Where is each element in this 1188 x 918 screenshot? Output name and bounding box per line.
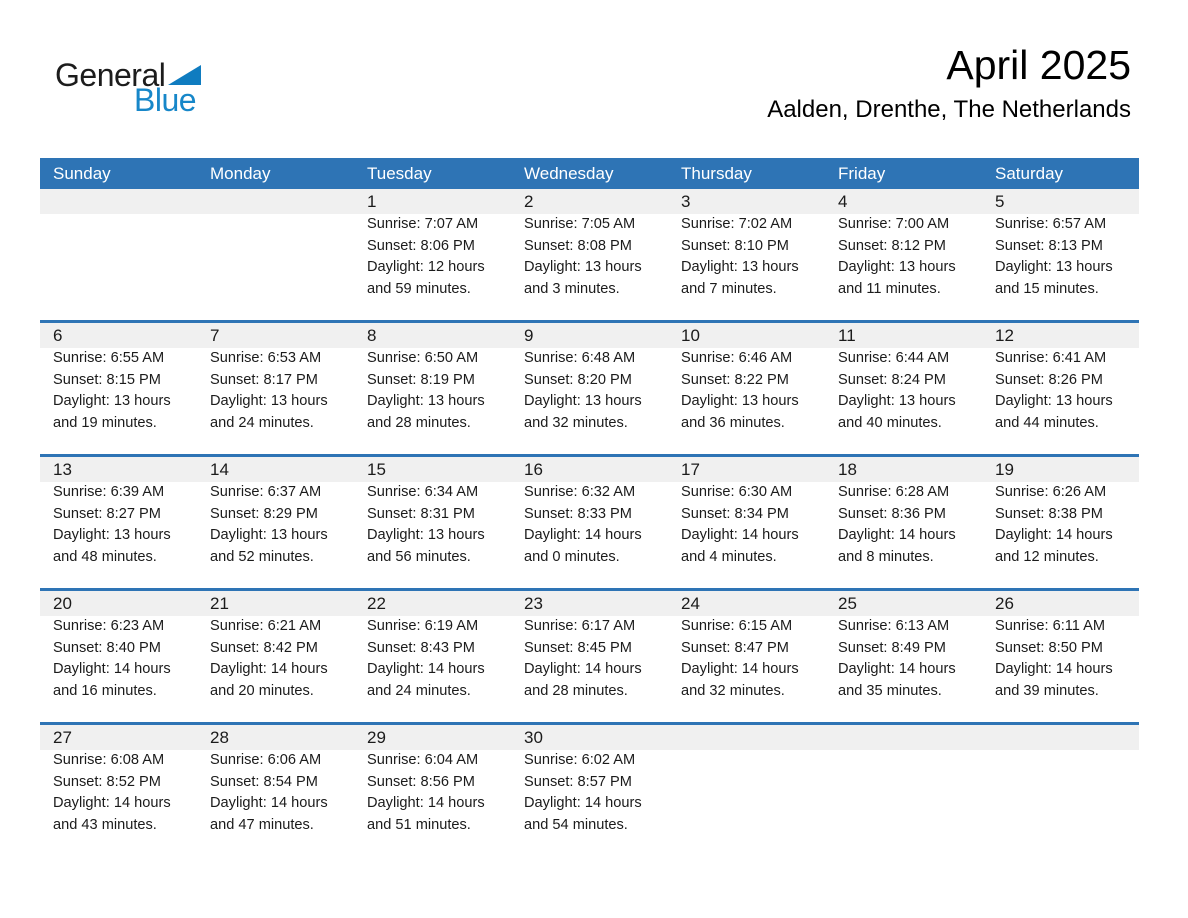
day-info-line: and 11 minutes. <box>838 280 941 297</box>
day-info-line: Daylight: 14 hours <box>838 661 956 678</box>
day-info-line: Sunrise: 6:11 AM <box>995 618 1106 634</box>
day-info-line: Sunrise: 6:44 AM <box>838 350 950 366</box>
day-info-line: Sunset: 8:27 PM <box>53 505 161 522</box>
day-number: 4 <box>838 192 848 211</box>
day-info-line: Sunset: 8:15 PM <box>53 371 161 388</box>
day-info-line: and 32 minutes. <box>524 414 628 431</box>
day-number: 5 <box>995 192 1005 211</box>
day-info-line: Daylight: 14 hours <box>210 795 328 812</box>
header-titles <box>767 42 1131 125</box>
day-info-line: Sunrise: 6:19 AM <box>367 618 479 634</box>
day-info-line: Sunset: 8:50 PM <box>995 639 1103 656</box>
day-info-line: Daylight: 13 hours <box>681 259 799 276</box>
day-number: 22 <box>367 594 386 613</box>
day-info-line: Daylight: 13 hours <box>524 393 642 410</box>
day-info-line: and 32 minutes. <box>681 682 785 699</box>
day-info-line: Sunrise: 7:02 AM <box>681 216 793 232</box>
day-info-line: Sunset: 8:33 PM <box>524 505 632 522</box>
day-cell-empty <box>40 189 197 320</box>
day-info-line: and 4 minutes. <box>681 548 777 565</box>
day-info-line: Sunset: 8:06 PM <box>367 237 475 254</box>
day-cell-10 <box>668 323 825 454</box>
day-info-line: Daylight: 14 hours <box>838 527 956 544</box>
day-info-line: Sunset: 8:54 PM <box>210 773 318 790</box>
day-number <box>681 725 819 750</box>
day-number: 14 <box>210 460 229 479</box>
day-cell-16 <box>511 457 668 588</box>
day-info-line: and 47 minutes. <box>210 816 314 833</box>
day-info-line: Sunrise: 6:28 AM <box>838 484 950 500</box>
day-cell-23 <box>511 591 668 722</box>
week-row-5 <box>40 722 1139 856</box>
day-info-line: Sunrise: 6:55 AM <box>53 350 165 366</box>
day-info-line: Sunset: 8:40 PM <box>53 639 161 656</box>
day-cell-empty <box>197 189 354 320</box>
day-cell-empty <box>982 725 1139 856</box>
day-info-line: and 52 minutes. <box>210 548 314 565</box>
day-info-line: Sunset: 8:29 PM <box>210 505 318 522</box>
day-info-line: Daylight: 14 hours <box>524 661 642 678</box>
day-info-line: Sunset: 8:38 PM <box>995 505 1103 522</box>
day-cell-11 <box>825 323 982 454</box>
day-info-line: Daylight: 12 hours <box>367 259 485 276</box>
day-number: 28 <box>210 728 229 747</box>
day-info-line: Sunrise: 6:06 AM <box>210 752 322 768</box>
weekday-header-cell-wednesday: Wednesday <box>524 163 614 183</box>
day-number: 21 <box>210 594 229 613</box>
day-info-line: Sunrise: 6:26 AM <box>995 484 1107 500</box>
day-cell-15 <box>354 457 511 588</box>
day-number: 24 <box>681 594 700 613</box>
day-info-line: Sunrise: 6:23 AM <box>53 618 165 634</box>
day-info-line: and 44 minutes. <box>995 414 1099 431</box>
weekday-header-cell-sunday: Sunday <box>53 163 111 183</box>
day-cell-25 <box>825 591 982 722</box>
day-info-line: Sunrise: 6:34 AM <box>367 484 479 500</box>
day-cell-27 <box>40 725 197 856</box>
location-subtitle: Aalden, Drenthe, The Netherlands <box>767 96 1131 124</box>
day-cell-17 <box>668 457 825 588</box>
day-cell-6 <box>40 323 197 454</box>
day-number <box>53 189 191 214</box>
day-cell-1 <box>354 189 511 320</box>
day-info-line: Daylight: 14 hours <box>681 527 799 544</box>
day-cell-5 <box>982 189 1139 320</box>
day-info-line: Sunrise: 6:15 AM <box>681 618 793 634</box>
day-cell-26 <box>982 591 1139 722</box>
day-number: 25 <box>838 594 857 613</box>
day-info-line: Sunset: 8:19 PM <box>367 371 475 388</box>
day-info-line: and 40 minutes. <box>838 414 942 431</box>
day-info-line: Daylight: 13 hours <box>524 259 642 276</box>
month-title: April 2025 <box>946 42 1131 88</box>
day-info-line: Sunrise: 6:37 AM <box>210 484 322 500</box>
day-number <box>210 189 348 214</box>
day-info-line: Sunrise: 6:41 AM <box>995 350 1107 366</box>
day-info-line: Daylight: 13 hours <box>53 527 171 544</box>
day-cell-30 <box>511 725 668 856</box>
day-info-line: Sunrise: 6:48 AM <box>524 350 636 366</box>
page-header <box>40 42 1139 154</box>
day-number: 16 <box>524 460 543 479</box>
general-blue-logo <box>55 58 201 116</box>
day-info-line: Sunset: 8:34 PM <box>681 505 789 522</box>
day-number: 6 <box>53 326 63 345</box>
day-cell-19 <box>982 457 1139 588</box>
day-number: 23 <box>524 594 543 613</box>
day-cell-22 <box>354 591 511 722</box>
day-cell-3 <box>668 189 825 320</box>
day-cell-12 <box>982 323 1139 454</box>
day-number: 30 <box>524 728 543 747</box>
day-info-line: Sunset: 8:45 PM <box>524 639 632 656</box>
day-number <box>995 725 1133 750</box>
day-info-line: Daylight: 13 hours <box>367 527 485 544</box>
day-info-line: and 54 minutes. <box>524 816 628 833</box>
day-info-line: Daylight: 14 hours <box>210 661 328 678</box>
day-info-line: Daylight: 13 hours <box>838 259 956 276</box>
day-info-line: and 16 minutes. <box>53 682 157 699</box>
calendar-table <box>40 158 1139 856</box>
day-info-line: Sunset: 8:17 PM <box>210 371 318 388</box>
weeks-container <box>40 189 1139 856</box>
day-number <box>838 725 976 750</box>
day-cell-20 <box>40 591 197 722</box>
day-info-line: Sunrise: 7:05 AM <box>524 216 636 232</box>
day-info-line: Daylight: 14 hours <box>995 527 1113 544</box>
day-info-line: Daylight: 13 hours <box>210 527 328 544</box>
day-info-line: Daylight: 14 hours <box>367 661 485 678</box>
day-cell-28 <box>197 725 354 856</box>
week-row-3 <box>40 454 1139 588</box>
day-number: 9 <box>524 326 534 345</box>
day-number: 2 <box>524 192 534 211</box>
day-info-line: and 43 minutes. <box>53 816 157 833</box>
day-number: 29 <box>367 728 386 747</box>
day-info-line: Daylight: 13 hours <box>838 393 956 410</box>
day-info-line: and 3 minutes. <box>524 280 620 297</box>
day-info-line: Sunrise: 7:00 AM <box>838 216 950 232</box>
day-info-line: Sunset: 8:20 PM <box>524 371 632 388</box>
day-cell-9 <box>511 323 668 454</box>
day-info-line: and 39 minutes. <box>995 682 1099 699</box>
day-cell-13 <box>40 457 197 588</box>
day-info-line: Daylight: 13 hours <box>995 259 1113 276</box>
week-row-2 <box>40 320 1139 454</box>
day-info-line: Sunset: 8:24 PM <box>838 371 946 388</box>
day-info-line: and 7 minutes. <box>681 280 777 297</box>
day-cell-14 <box>197 457 354 588</box>
day-info-line: Daylight: 14 hours <box>524 795 642 812</box>
day-info-line: Daylight: 13 hours <box>995 393 1113 410</box>
day-info-line: Sunrise: 6:08 AM <box>53 752 165 768</box>
day-info-line: Daylight: 14 hours <box>53 661 171 678</box>
day-info-line: Sunrise: 6:53 AM <box>210 350 322 366</box>
weekday-header-cell-monday: Monday <box>210 163 271 183</box>
day-info-line: Daylight: 14 hours <box>367 795 485 812</box>
day-number: 18 <box>838 460 857 479</box>
day-number: 1 <box>367 192 377 211</box>
day-info-line: Sunrise: 6:30 AM <box>681 484 793 500</box>
day-info-line: and 35 minutes. <box>838 682 942 699</box>
day-number: 10 <box>681 326 700 345</box>
logo-text-blue: Blue <box>134 82 197 118</box>
day-info-line: Sunset: 8:12 PM <box>838 237 946 254</box>
day-info-line: and 15 minutes. <box>995 280 1099 297</box>
day-info-line: and 51 minutes. <box>367 816 471 833</box>
day-info-line: and 28 minutes. <box>367 414 471 431</box>
day-info-line: Sunrise: 6:02 AM <box>524 752 636 768</box>
day-info-line: Daylight: 14 hours <box>524 527 642 544</box>
day-info-line: Daylight: 13 hours <box>681 393 799 410</box>
day-info-line: Daylight: 13 hours <box>367 393 485 410</box>
day-number: 3 <box>681 192 691 211</box>
day-cell-empty <box>825 725 982 856</box>
day-info-line: and 59 minutes. <box>367 280 471 297</box>
day-info-line: Sunset: 8:22 PM <box>681 371 789 388</box>
day-info-line: Sunrise: 6:46 AM <box>681 350 793 366</box>
day-number: 17 <box>681 460 700 479</box>
day-info-line: and 36 minutes. <box>681 414 785 431</box>
day-info-line: Sunset: 8:47 PM <box>681 639 789 656</box>
day-info-line: and 48 minutes. <box>53 548 157 565</box>
weekday-header-cell-saturday: Saturday <box>995 163 1064 183</box>
day-info-line: and 56 minutes. <box>367 548 471 565</box>
day-cell-7 <box>197 323 354 454</box>
day-info-line: Sunrise: 7:07 AM <box>367 216 479 232</box>
day-info-line: Sunset: 8:43 PM <box>367 639 475 656</box>
day-info-line: and 12 minutes. <box>995 548 1099 565</box>
day-number: 15 <box>367 460 386 479</box>
weekday-header-cell-thursday: Thursday <box>681 163 752 183</box>
day-info-line: Sunset: 8:08 PM <box>524 237 632 254</box>
weekday-header-cell-tuesday: Tuesday <box>367 163 432 183</box>
day-number: 8 <box>367 326 377 345</box>
day-info-line: Sunrise: 6:13 AM <box>838 618 950 634</box>
day-info-line: and 20 minutes. <box>210 682 314 699</box>
day-info-line: Daylight: 14 hours <box>681 661 799 678</box>
day-cell-18 <box>825 457 982 588</box>
day-info-line: Sunset: 8:31 PM <box>367 505 475 522</box>
day-info-line: Sunrise: 6:57 AM <box>995 216 1107 232</box>
day-info-line: Sunset: 8:10 PM <box>681 237 789 254</box>
logo-text-general: General <box>55 57 166 93</box>
day-info-line: Sunrise: 6:39 AM <box>53 484 165 500</box>
day-info-line: Sunset: 8:57 PM <box>524 773 632 790</box>
week-row-1 <box>40 189 1139 320</box>
day-cell-29 <box>354 725 511 856</box>
day-info-line: and 28 minutes. <box>524 682 628 699</box>
day-info-line: Sunrise: 6:21 AM <box>210 618 322 634</box>
day-info-line: and 19 minutes. <box>53 414 157 431</box>
day-number: 13 <box>53 460 72 479</box>
day-cell-24 <box>668 591 825 722</box>
weekday-header-row <box>40 158 1139 189</box>
day-number: 11 <box>838 326 856 345</box>
day-info-line: Sunrise: 6:32 AM <box>524 484 636 500</box>
day-info-line: Sunset: 8:13 PM <box>995 237 1103 254</box>
day-cell-empty <box>668 725 825 856</box>
day-info-line: and 24 minutes. <box>367 682 471 699</box>
day-number: 7 <box>210 326 220 345</box>
day-info-line: Sunrise: 6:04 AM <box>367 752 479 768</box>
day-info-line: and 24 minutes. <box>210 414 314 431</box>
week-row-4 <box>40 588 1139 722</box>
day-info-line: Daylight: 13 hours <box>53 393 171 410</box>
day-number: 26 <box>995 594 1014 613</box>
day-info-line: Daylight: 14 hours <box>995 661 1113 678</box>
day-info-line: Sunrise: 6:17 AM <box>524 618 636 634</box>
day-cell-8 <box>354 323 511 454</box>
weekday-header-cell-friday: Friday <box>838 163 886 183</box>
day-number: 20 <box>53 594 72 613</box>
day-info-line: and 8 minutes. <box>838 548 934 565</box>
day-info-line: Sunrise: 6:50 AM <box>367 350 479 366</box>
day-cell-2 <box>511 189 668 320</box>
day-number: 19 <box>995 460 1014 479</box>
day-number: 12 <box>995 326 1014 345</box>
day-info-line: and 0 minutes. <box>524 548 620 565</box>
day-cell-21 <box>197 591 354 722</box>
day-info-line: Sunset: 8:56 PM <box>367 773 475 790</box>
day-info-line: Sunset: 8:49 PM <box>838 639 946 656</box>
day-cell-4 <box>825 189 982 320</box>
day-number: 27 <box>53 728 72 747</box>
day-info-line: Daylight: 13 hours <box>210 393 328 410</box>
day-info-line: Sunset: 8:36 PM <box>838 505 946 522</box>
day-info-line: Daylight: 14 hours <box>53 795 171 812</box>
day-info-line: Sunset: 8:42 PM <box>210 639 318 656</box>
day-info-line: Sunset: 8:52 PM <box>53 773 161 790</box>
day-info-line: Sunset: 8:26 PM <box>995 371 1103 388</box>
